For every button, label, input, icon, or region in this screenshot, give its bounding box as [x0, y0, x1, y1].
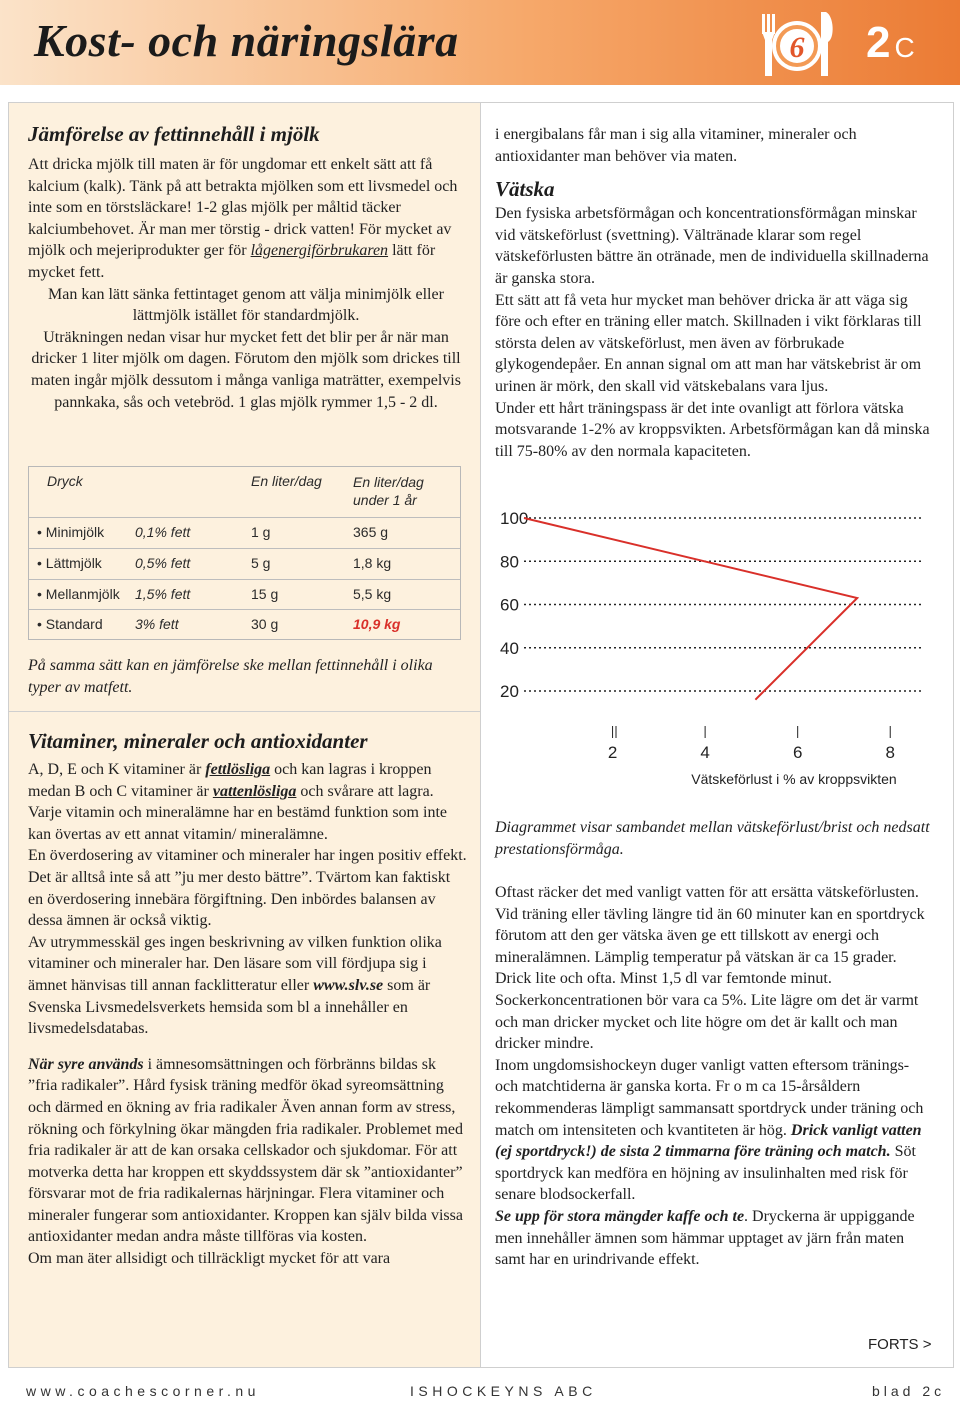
drink-paragraph-4: Inom ungdomsishockeyn duger vanligt vatten eftersom tränings- och matchtiderna är ganska korta. Fr o m ca 15-årsåldern rekommenderas lämpligt sammansatt sportdryck under träning och match om intensiteten och kvantiteten är hög. Drick vanligt vatten (ej sportdryck!) de sista 2 timmarna före träning och match. Söt sportdryck kan medföra en höjning av insulinhalten med risk för senare blodsockerfall. [495, 1056, 924, 1204]
milk-fat-table [28, 466, 461, 640]
logo-number: 6 [789, 31, 805, 64]
series-line [524, 518, 857, 700]
drink-paragraph-3: Sockerkoncentrationen bör vara ca 5%. Lite lägre om det är varmt och man dricker mycket och lite högre om det är kallt och man dricker mindre. [495, 991, 919, 1053]
continued-link[interactable]: FORTS > [868, 1336, 932, 1353]
footer-page: blad 2c [872, 1383, 946, 1399]
energy-paragraph: i energibalans får man i sig alla vitaminer, mineraler och antioxidanter man behöver via maten. [495, 126, 857, 165]
highlight-value: 10,9 kg [353, 616, 401, 632]
table-row: • Standard 3% fett 30 g 10,9 kg [29, 609, 460, 639]
footer-title: ISHOCKEYNS ABC [410, 1383, 597, 1399]
vitamin-heading: Vitaminer, mineraler och antioxidanter [28, 729, 368, 753]
milk-paragraph-1: Att dricka mjölk till maten är för ungdomar ett enkelt sätt att få kalcium (kalk). Tänk på att betrakta mjölken som ett livsmedel och inte som en törstsläckare! 1-2 glas mjölk per måltid täcker kalciumbehovet. Är man mer törstig - drick vatten! För mycket av mjölk och mejeriprodukter ger för lågenergiförbrukaren lätt för mycket fett. [28, 156, 458, 281]
fluid-paragraph-1: Den fysiska arbetsförmågan och koncentrationsförmågan minskar vid vätskeförlust (svettning). Vältränade klarar som regel vätskeförlusten bättre än otränade, men de individuella skillnaderna är ganska stora. [495, 205, 929, 287]
plate-cutlery-icon [752, 6, 842, 80]
table-row: • Lättmjölk 0,5% fett 5 g 1,8 kg [29, 548, 460, 578]
x-tick-label: 6 [792, 743, 803, 762]
right-column-top [495, 124, 935, 462]
vitamin-paragraph-2: En överdosering av vitaminer och mineraler har ingen positiv effekt. Det är alltså inte så att ”ju mer desto bättre”. Tvärtom kan faktiskt en överdosering innebära förgiftning. Den inbördes balansen av dessa ämnen är också viktig. [28, 847, 467, 930]
chapter-number: 2 [866, 18, 891, 67]
col-header-drink: Dryck [47, 473, 83, 489]
low-energy-term: lågenergiförbrukaren [250, 242, 389, 260]
slv-link[interactable]: www.slv.se [313, 976, 384, 994]
vitamin-paragraph-1: A, D, E och K vitaminer är fettlösliga och kan lagras i kroppen medan B och C vitaminer är vattenlösliga och svårare att lagra. Varje vitamin och mineralämne har en bestämd funktion som inte kan övertas av ett annat vitamin/ mineralämne. [28, 761, 447, 843]
vitamin-paragraph-5: Om man äter allsidigt och tillräckligt mycket för att vara [28, 1250, 391, 1268]
table-header [29, 467, 460, 517]
right-column-bottom [495, 882, 935, 1271]
x-tick-label: 2 [607, 743, 618, 762]
drink-paragraph-1: Oftast räcker det med vanligt vatten för att ersätta vätskeförlusten. Vid träning eller tävling längre tid än 60 minuter kan en sportdryck förutom att den ger vätska även ge ett tillskott av energi och mineralämnen. Lämplig temperatur på vätskan är ca 15 grader. [495, 884, 925, 966]
x-tick-label: 4 [700, 743, 710, 762]
milk-heading: Jämförelse av fettinnehåll i mjölk [28, 122, 320, 146]
milk-paragraph-3: Uträkningen nedan visar hur mycket fett det blir per år när man dricker 1 liter mjölk om dagen. Förutom den mjölk som drickes till maten ingår mjölk dessutom i många vanliga maträtter, exempelvis pannkaka, sås och vetebröd. 1 glas mjölk rymmer 1,5 - 2 dl. [31, 328, 461, 411]
milk-section [28, 120, 464, 413]
fluid-paragraph-3: Under ett hårt träningspass är det inte ovanligt att förlora vätska motsvarande 1-2% av kroppsvikten. Arbetsförmågan kan då minska till 75-80% av den normala kapaciteten. [495, 399, 930, 460]
y-tick-label: 80 [500, 552, 519, 572]
y-tick-label: 60 [500, 595, 519, 615]
x-axis-label: Vätskeförlust i % av kroppsvikten [691, 771, 897, 787]
x-tick-label: 8 [885, 743, 895, 762]
table-row: • Mellanmjölk 1,5% fett 15 g 5,5 kg [29, 579, 460, 609]
page-header [0, 0, 960, 85]
fluid-heading: Vätska [495, 177, 555, 202]
milk-note: På samma sätt kan en jämförelse ske mellan fettinnehåll i olika typer av matfett. [28, 657, 433, 696]
vitamin-paragraph-3: Av utrymmesskäl ges ingen beskrivning av vilken funktion olika vitaminer och mineraler har. Den läsare som vill fördjupa sig i ämnet hänvisas till annan facklitteratur eller www.slv.se som är Svenska Livsmedelsverkets hemsida som bl a innehåller en livsmedelsdatabas. [28, 933, 442, 1038]
y-tick-label: 40 [500, 638, 519, 658]
table-row: • Minimjölk 0,1% fett 1 g 365 g [29, 517, 460, 547]
footer-website[interactable]: www.coachescorner.nu [26, 1383, 260, 1399]
vitamin-paragraph-4: När syre används i ämnesomsättningen och förbränns bildas sk ”fria radikaler”. Hård fysisk träning medför ökad syreomsättning och därmed en ökning av fria radikaler Även annan form av stress, rökning och förkylning ökar mängden fria radikaler. Problemet med fria radikaler är att de kan orsaka cellskador och sjukdomar. För att motverka detta har kroppen ett skyddssystem där sk ”antioxidanter” försvarar mot de fria radikalernas härjningar. Flera vitaminer och mineraler fungerar som antioxidanter. Kroppen kan själv bilda vissa antioxidanter medan andra måste tillföras via kosten. [28, 1055, 463, 1246]
col-header-per-year: En liter/dag under 1 år [353, 474, 424, 508]
page-title: Kost- och näringslära [34, 15, 459, 66]
milk-paragraph-2: Man kan lätt sänka fettintaget genom att välja minimjölk eller lättmjölk istället för standardmjölk. [48, 285, 444, 325]
y-tick-label: 20 [500, 682, 519, 701]
fluid-loss-chart [494, 506, 934, 796]
chapter-label [866, 18, 915, 68]
vitamin-section [28, 727, 468, 1270]
chapter-letter: C [894, 32, 915, 63]
y-tick-label: 100 [500, 509, 529, 528]
drink-paragraph-2: Drick lite och ofta. Minst 1,5 dl var femtonde minut. [495, 970, 832, 988]
drink-paragraph-5: Se upp för stora mängder kaffe och te. Dryckerna är uppiggande men innehåller ämnen som hämmar upptaget av järn från maten samt har en urindrivande effekt. [495, 1207, 915, 1269]
chart-caption: Diagrammet visar sambandet mellan vätskeförlust/brist och nedsatt prestationsförmåga. [495, 819, 930, 858]
col-header-per-day: En liter/dag [251, 473, 322, 489]
fluid-paragraph-2: Ett sätt att få veta hur mycket man behöver dricka är att väga sig före och efter en träning eller match. Skillnaden i vikt förklaras till största delen av vätskeförlust, men även av förbrukade glykogendepåer. En annan signal om att man har vätskebrist är om urinen är mörk, den skall vid vätskebalans vara ljus. [495, 291, 922, 395]
